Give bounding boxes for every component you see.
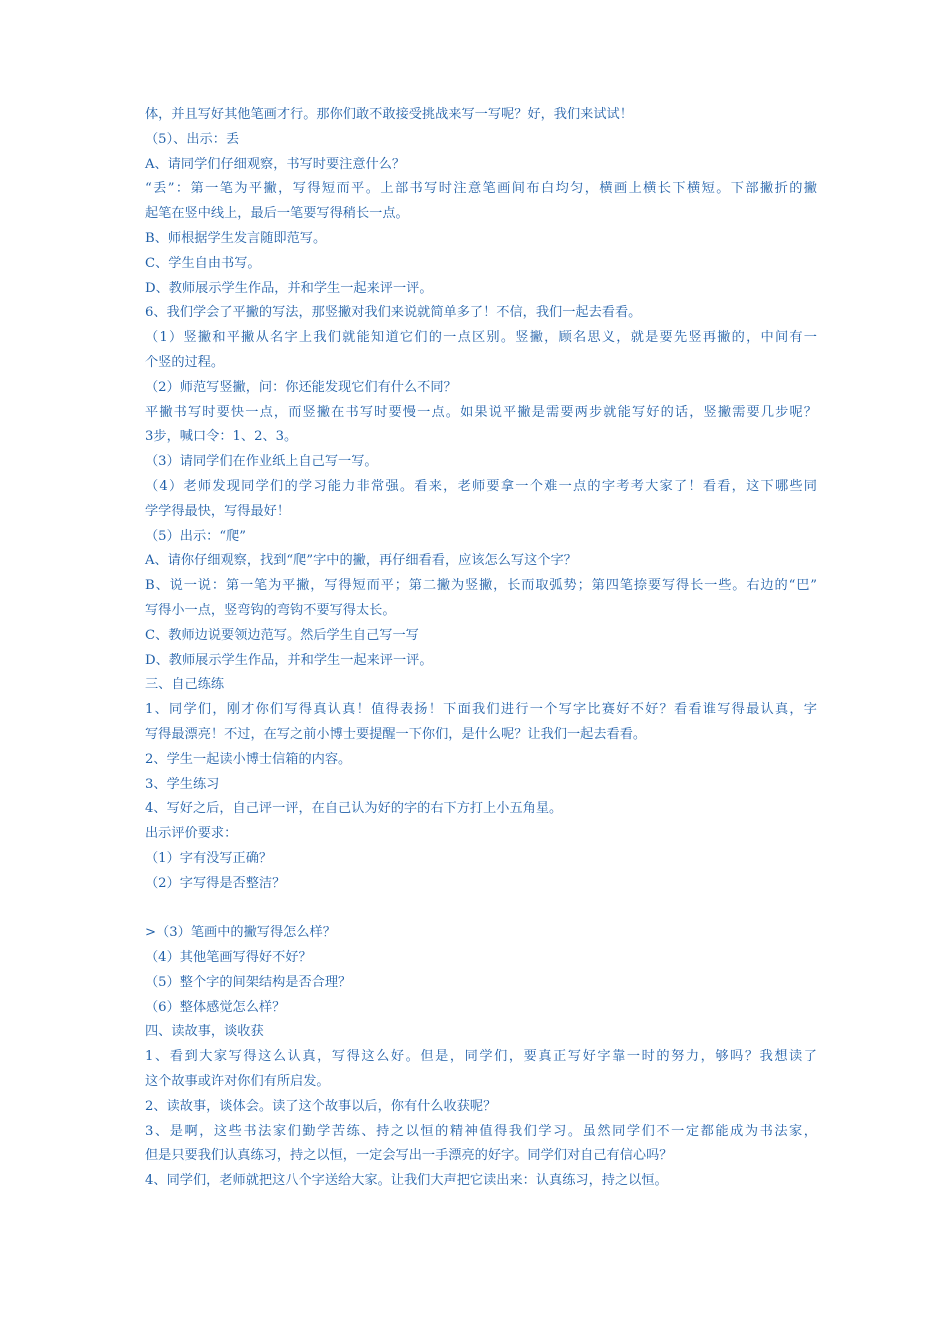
text-line: （6）整体感觉怎么样？ — [145, 999, 286, 1015]
text-line: （4）老师发现同学们的学习能力非常强。看来，老师要拿一个难一点的字考考大家了！看看，这下哪些同 — [145, 478, 817, 494]
text-line: 起笔在竖中线上，最后一笔要写得稍长一点。 — [145, 206, 409, 222]
text-line: 写得最漂亮！不过，在写之前小博士要提醒一下你们，是什么呢？让我们一起去看看。 — [145, 726, 647, 742]
text-line: 2、学生一起读小博士信箱的内容。 — [145, 751, 352, 767]
text-line: 4、同学们，老师就把这八个字送给大家。让我们大声把它读出来：认真练习，持之以恒。 — [145, 1173, 668, 1189]
text-line: 个竖的过程。 — [145, 354, 225, 370]
section-heading: 四、读故事，谈收获 — [145, 1024, 264, 1040]
text-line: “丢”：第一笔为平撇，写得短而平。上部书写时注意笔画间布白均匀，横画上横长下横短。下部撇折的撇 — [145, 181, 817, 197]
text-line: （1）字有没写正确？ — [145, 850, 273, 866]
text-line: 3步，喊口令：1、2、3。 — [145, 429, 298, 445]
text-line: （2）字写得是否整洁？ — [145, 875, 286, 891]
text-line: 平撇书写时要快一点，而竖撇在书写时要慢一点。如果说平撇是需要两步就能写好的话，竖撇需要几步呢？ — [145, 404, 817, 420]
text-line: （3）请同学们在作业纸上自己写一写。 — [145, 454, 378, 470]
text-line: 写得小一点，竖弯钩的弯钩不要写得太长。 — [145, 602, 396, 618]
text-line: 这个故事或许对你们有所启发。 — [145, 1074, 330, 1090]
text-line: B、师根据学生发言随即范写。 — [145, 230, 327, 246]
text-line: >（3）笔画中的撇写得怎么样？ — [145, 925, 336, 941]
text-line: D、教师展示学生作品，并和学生一起来评一评。 — [145, 280, 433, 296]
section-heading: 三、自己练练 — [145, 677, 225, 693]
text-line: 6、我们学会了平撇的写法，那竖撇对我们来说就简单多了！不信，我们一起去看看。 — [145, 305, 642, 321]
text-line: （5）整个字的间架结构是否合理？ — [145, 974, 352, 990]
text-line: 学学得最快，写得最好！ — [145, 503, 291, 519]
text-line: 体，并且写好其他笔画才行。那你们敢不敢接受挑战来写一写呢？好，我们来试试！ — [145, 107, 633, 122]
text-line: C、学生自由书写。 — [145, 255, 261, 271]
text-line: 3、学生练习 — [145, 776, 220, 792]
text-line: （4）其他笔画写得好不好？ — [145, 950, 312, 966]
text-line: （5）、出示：丢 — [145, 131, 240, 147]
text-line: A、请你仔细观察，找到“爬”字中的撇，再仔细看看，应该怎么写这个字？ — [145, 553, 577, 569]
text-line: 出示评价要求： — [145, 826, 238, 842]
text-line: 但是只要我们认真练习，持之以恒，一定会写出一手漂亮的好字。同学们对自己有信心吗？ — [145, 1148, 673, 1164]
text-line: A、请同学们仔细观察，书写时要注意什么？ — [145, 156, 406, 172]
text-line: （1）竖撇和平撇从名字上我们就能知道它们的一点区别。竖撇，顾名思义，就是要先竖再撇的，中间有一 — [145, 330, 817, 346]
text-line: C、教师边说要领边范写。然后学生自己写一写 — [145, 627, 419, 643]
text-line: （2）师范写竖撇，问：你还能发现它们有什么不同？ — [145, 379, 457, 395]
text-line: 2、读故事，谈体会。读了这个故事以后，你有什么收获呢？ — [145, 1098, 497, 1114]
text-line: 1、看到大家写得这么认真，写得这么好。但是，同学们，要真正写好字靠一时的努力，够吗？我想读了 — [145, 1049, 817, 1065]
blank-line — [145, 897, 817, 922]
text-line: （5）出示：“爬” — [145, 528, 246, 544]
text-line: 1、同学们，刚才你们写得真认真！值得表扬！下面我们进行一个写字比赛好不好？看看谁写得最认真，字 — [145, 702, 817, 718]
text-line: B、说一说：第一笔为平撇，写得短而平；第二撇为竖撇，长而取弧势；第四笔捺要写得长一些。右边的“巴” — [145, 578, 817, 594]
document-body — [145, 103, 817, 1194]
text-line: D、教师展示学生作品，并和学生一起来评一评。 — [145, 652, 433, 668]
text-line: 4、写好之后，自己评一评，在自己认为好的字的右下方打上小五角星。 — [145, 801, 563, 817]
text-line: 3、是啊，这些书法家们勤学苦练、持之以恒的精神值得我们学习。虽然同学们不一定都能成为书法家， — [145, 1123, 817, 1139]
